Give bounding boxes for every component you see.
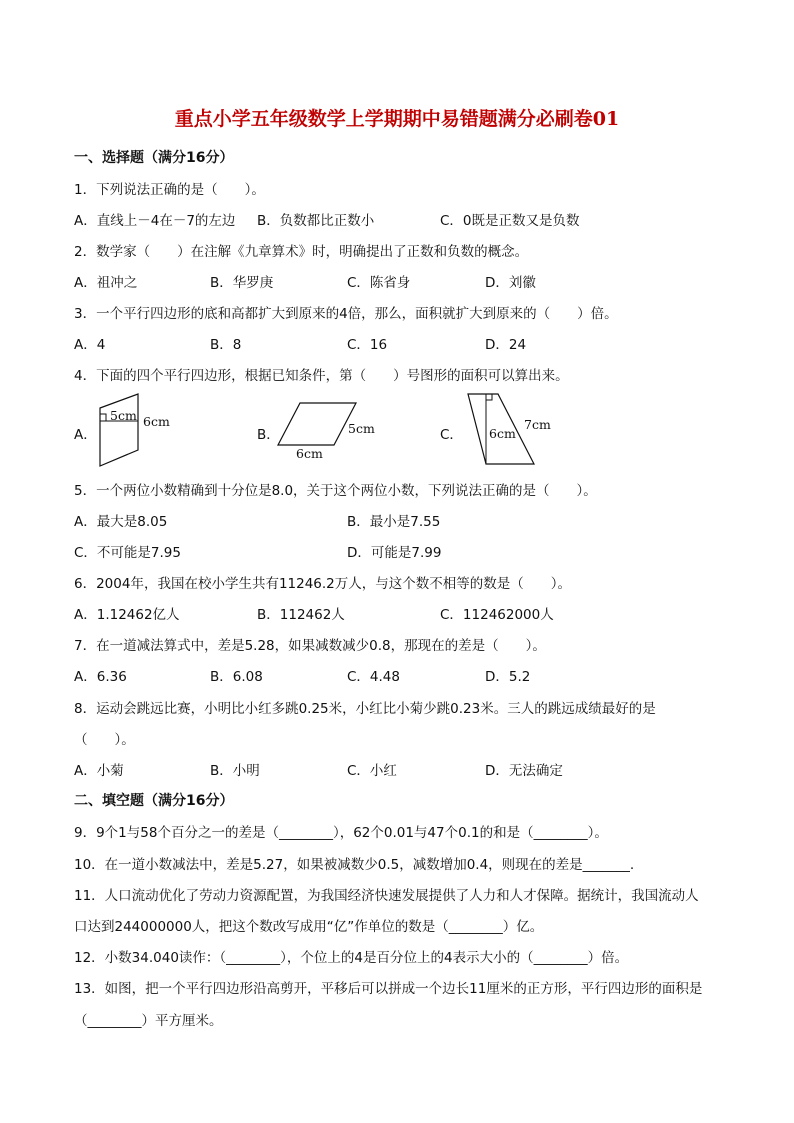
figure-c-side-label: 7cm	[524, 417, 551, 432]
question-5-stem: 5．一个两位小数精确到十分位是8.0，关于这个两位小数，下列说法正确的是（ ）。	[74, 483, 597, 499]
question-7-option-b: B．6.08	[210, 669, 263, 685]
question-8-option-b: B．小明	[210, 763, 260, 779]
question-2-option-b: B．华罗庚	[210, 275, 274, 291]
question-1-option-b: B．负数都比正数小	[257, 213, 375, 229]
question-8-stem-line2: （ ）。	[74, 732, 135, 748]
section-heading-choice: 一、选择题（满分16分）	[74, 150, 234, 166]
question-5-option-b: B．最小是7.55	[347, 514, 441, 530]
question-2-option-c: C．陈省身	[347, 275, 411, 291]
question-11-stem-line2: 口达到244000000人，把这个数改写成用“亿”作单位的数是（________）亿。	[74, 919, 544, 935]
question-8-option-c: C．小红	[347, 763, 397, 779]
question-1-option-a: A．直线上－4在－7的左边	[74, 213, 236, 229]
question-1-option-c: C．0既是正数又是负数	[440, 213, 580, 229]
question-6-option-a: A．1.12462亿人	[74, 607, 180, 623]
question-7-option-a: A．6.36	[74, 669, 127, 685]
question-2-option-d: D．刘徽	[485, 275, 536, 291]
figure-b-base-label: 6cm	[296, 446, 323, 461]
question-6-stem: 6．2004年，我国在校小学生共有11246.2万人，与这个数不相等的数是（ ）。	[74, 576, 572, 592]
question-5-option-c: C．不可能是7.95	[74, 545, 181, 561]
question-13-stem-line2: （________）平方厘米。	[74, 1013, 223, 1029]
figure-a-inner-label: 5cm	[110, 408, 137, 423]
parallelogram-figure-b	[270, 395, 390, 469]
question-4-option-a: A．	[74, 427, 97, 443]
question-2-option-a: A．祖冲之	[74, 275, 138, 291]
section-heading-fill-in: 二、填空题（满分16分）	[74, 793, 234, 809]
question-1-stem: 1．下列说法正确的是（ ）。	[74, 182, 265, 198]
question-4-option-b: B．	[257, 427, 280, 443]
question-3-stem: 3．一个平行四边形的底和高都扩大到原来的4倍，那么，面积就扩大到原来的（ ）倍。	[74, 306, 618, 322]
question-10-stem: 10．在一道小数减法中，差是5.27，如果被减数少0.5，减数增加0.4，则现在的差是_______.	[74, 857, 635, 873]
question-3-option-d: D．24	[485, 337, 527, 353]
figure-a-side-label: 6cm	[143, 414, 170, 429]
page-title: 重点小学五年级数学上学期期中易错题满分必刷卷01	[174, 108, 620, 130]
question-3-option-b: B．8	[210, 337, 242, 353]
question-12-stem: 12．小数34.040读作：（________），个位上的4是百分位上的4表示大小的（________）倍。	[74, 950, 629, 966]
question-7-option-c: C．4.48	[347, 669, 400, 685]
question-8-option-a: A．小菊	[74, 763, 124, 779]
question-11-stem-line1: 11．人口流动优化了劳动力资源配置，为我国经济快速发展提供了人力和人才保障。据统计，我国流动人	[74, 888, 699, 904]
question-6-option-b: B．112462人	[257, 607, 345, 623]
question-4-option-c: C．	[440, 427, 463, 443]
figure-b-side-label: 5cm	[348, 421, 375, 436]
question-9-stem: 9．9个1与58个百分之一的差是（________），62个0.01与47个0.1的和是（________）。	[74, 825, 608, 841]
figure-c-height-label: 6cm	[489, 426, 516, 441]
question-3-option-a: A．4	[74, 337, 106, 353]
question-4-stem: 4．下面的四个平行四边形，根据已知条件，第（ ）号图形的面积可以算出来。	[74, 368, 569, 384]
question-3-option-c: C．16	[347, 337, 388, 353]
question-6-option-c: C．112462000人	[440, 607, 554, 623]
question-2-stem: 2．数学家（ ）在注解《九章算术》时，明确提出了正数和负数的概念。	[74, 244, 529, 260]
question-8-stem-line1: 8．运动会跳远比赛，小明比小红多跳0.25米，小红比小菊少跳0.23米。三人的跳远成绩最好的是	[74, 701, 656, 717]
parallelogram-figure-a	[92, 390, 182, 476]
question-7-stem: 7．在一道减法算式中，差是5.28，如果减数减少0.8，那现在的差是（ ）。	[74, 638, 546, 654]
question-5-option-a: A．最大是8.05	[74, 514, 168, 530]
question-5-option-d: D．可能是7.99	[347, 545, 442, 561]
question-13-stem-line1: 13．如图，把一个平行四边形沿高剪开，平移后可以拼成一个边长11厘米的正方形，平行四边形的面积是	[74, 981, 703, 997]
question-8-option-d: D．无法确定	[485, 763, 563, 779]
question-7-option-d: D．5.2	[485, 669, 531, 685]
parallelogram-figure-c	[458, 388, 568, 474]
